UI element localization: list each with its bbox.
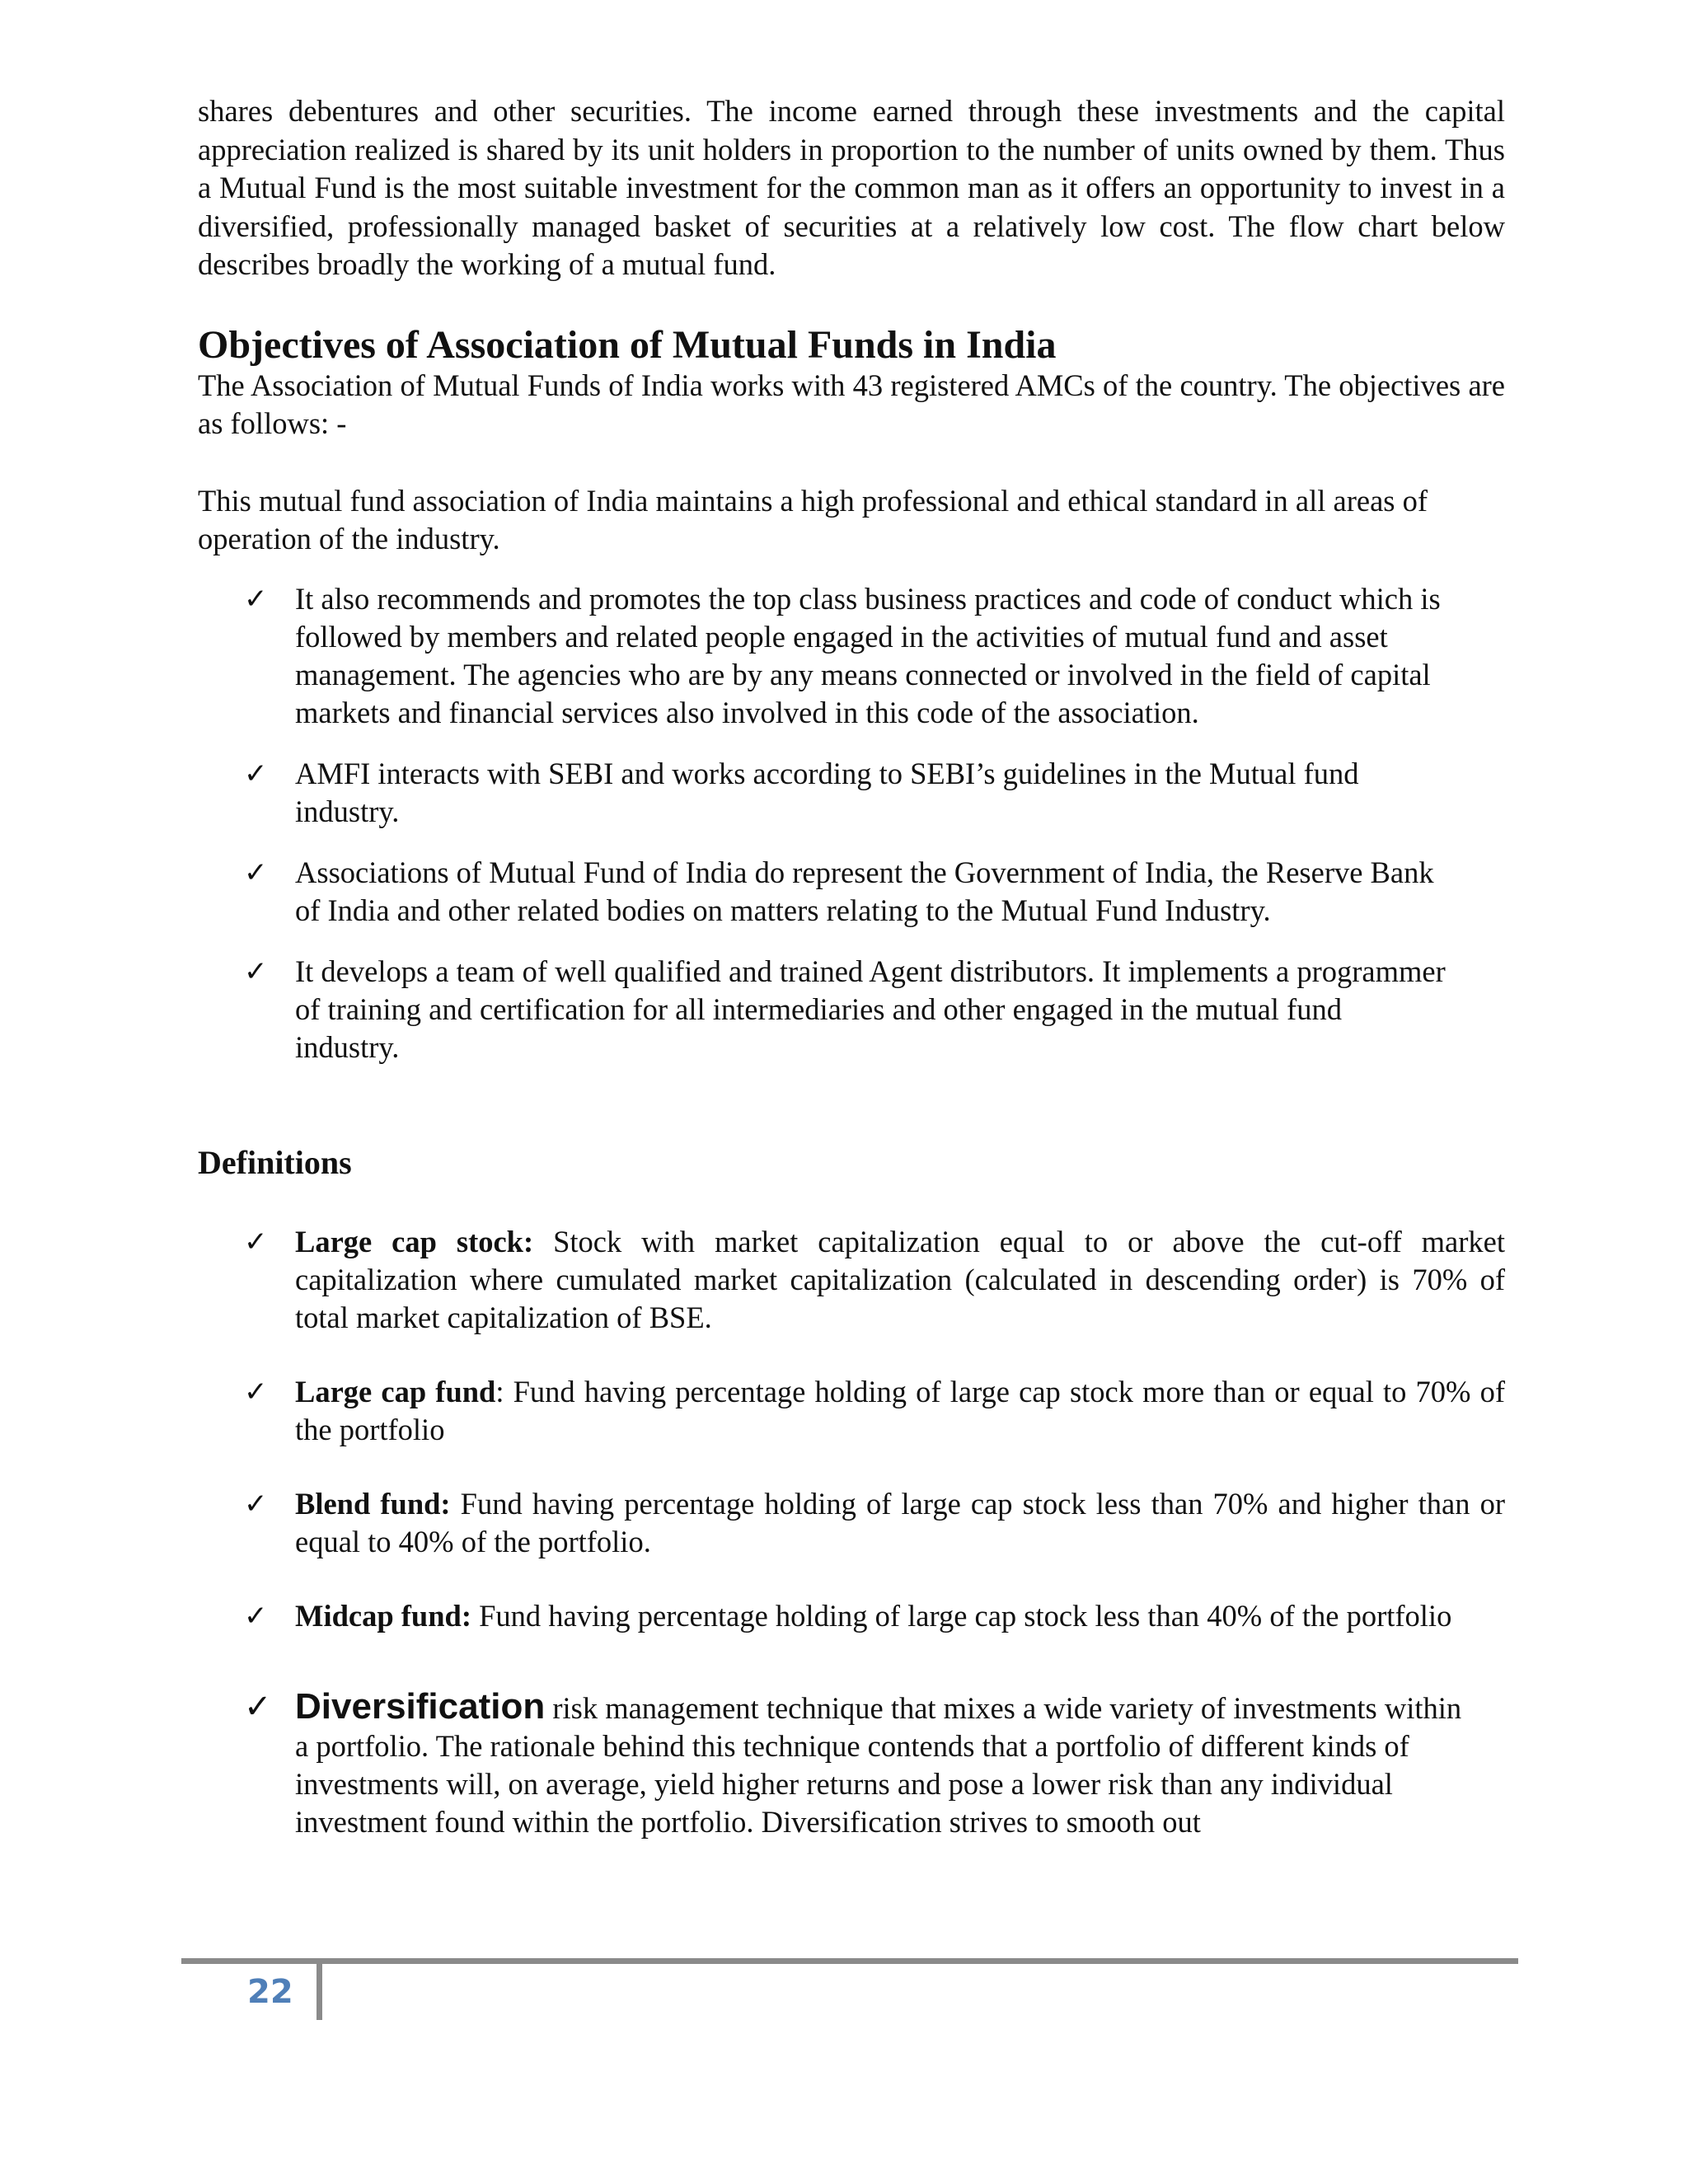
footer-rule — [181, 1958, 1518, 1964]
objective-item — [198, 854, 1451, 930]
objective-item-text: Associations of Mutual Fund of India do represent the Government of India, the Reserve Bank of India and other related bodies on matters relating to the Mutual Fund Industry. — [295, 855, 1434, 927]
check-icon: ✓ — [244, 1375, 268, 1408]
definition-text: Stock with market capitalization equal to or above the cut-off market capitalization where cumulated market capitalization (calculated in descending order) is 70% of total market capitalization of BSE. — [295, 1224, 1505, 1334]
definition-term: Large cap fund — [295, 1374, 496, 1408]
definition-item — [198, 1485, 1505, 1561]
page-number: 22 — [247, 1973, 293, 2011]
definitions-list — [198, 1223, 1505, 1841]
definition-text: risk management technique that mixes a wide variety of investments within a portfolio. The rationale behind this technique contends that a portfolio of different kinds of investments will, on average, yield higher returns and pose a lower risk than any individual investment found within the portfolio. Diversification strives to smooth out — [295, 1690, 1462, 1839]
definition-item — [198, 1373, 1505, 1449]
definition-item — [198, 1223, 1505, 1337]
check-icon: ✓ — [244, 1599, 268, 1633]
definition-item — [198, 1685, 1482, 1841]
objective-item — [198, 580, 1451, 732]
page-content — [198, 92, 1505, 1841]
objectives-intro: The Association of Mutual Funds of India works with 43 registered AMCs of the country. The objectives are as follows: - — [198, 368, 1505, 440]
objective-item-text: It also recommends and promotes the top class business practices and code of conduct which is followed by members and related people engaged in the activities of mutual fund and asset management. The agencies who are by any means connected or involved in the field of capital markets and financial services also involved in this code of the association. — [295, 581, 1441, 729]
definition-text: Fund having percentage holding of large cap stock less than 40% of the portfolio — [471, 1598, 1452, 1633]
objective-item-text: AMFI interacts with SEBI and works according to SEBI’s guidelines in the Mutual fund industry. — [295, 756, 1359, 828]
objective-item-text: It develops a team of well qualified and trained Agent distributors. It implements a programmer of training and certification for all intermediaries and other engaged in the mutual fund industry. — [295, 954, 1446, 1064]
objectives-heading: Objectives of Association of Mutual Funds in India — [198, 322, 1057, 367]
footer-divider — [316, 1964, 322, 2020]
definition-text: Fund having percentage holding of large cap stock less than 70% and higher than or equal to 40% of the portfolio. — [295, 1486, 1505, 1558]
check-icon: ✓ — [244, 1487, 268, 1521]
check-icon: ✓ — [244, 954, 268, 988]
check-icon: ✓ — [244, 1687, 272, 1726]
objectives-list — [198, 580, 1451, 1066]
check-icon: ✓ — [244, 855, 268, 889]
definition-term: Midcap fund: — [295, 1598, 471, 1633]
check-icon: ✓ — [244, 582, 268, 616]
definition-term: Diversification — [295, 1685, 546, 1727]
check-icon: ✓ — [244, 757, 268, 790]
definition-term: Large cap stock: — [295, 1224, 534, 1258]
intro-paragraph: shares debentures and other securities. The income earned through these investments and the capital appreciation realized is shared by its unit holders in proportion to the number of units owned by them. Thus a Mutual Fund is the most suitable investment for the common man as it offers an opportunity to invest in a diversified, professionally managed basket of securities at a relatively low cost. The flow chart below describes broadly the working of a mutual fund. — [198, 94, 1505, 281]
definition-item — [198, 1597, 1505, 1635]
objectives-standard-paragraph: This mutual fund association of India maintains a high professional and ethical standard in all areas of operation of the industry. — [198, 483, 1428, 555]
definition-text: : Fund having percentage holding of large cap stock more than or equal to 70% of the portfolio — [295, 1374, 1505, 1446]
definition-term: Blend fund: — [295, 1486, 451, 1521]
definitions-heading: Definitions — [198, 1143, 352, 1181]
objective-item — [198, 755, 1451, 831]
check-icon: ✓ — [244, 1225, 268, 1258]
objective-item — [198, 953, 1451, 1066]
